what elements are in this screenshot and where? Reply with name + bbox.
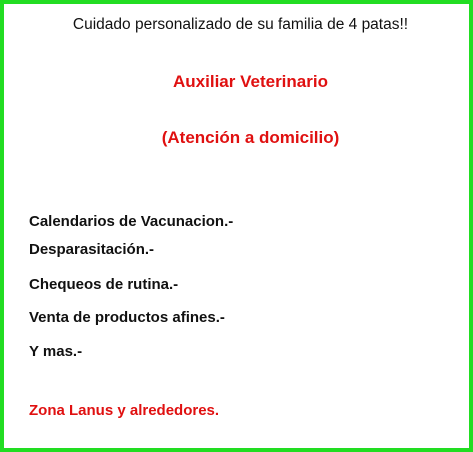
service-subtitle: (Atención a domicilio)	[161, 128, 340, 147]
service-item-deworming: Desparasitación.-	[29, 241, 155, 258]
service-title: Auxiliar Veterinario	[173, 72, 328, 91]
service-item-vaccination: Calendarios de Vacunacion.-	[29, 213, 234, 230]
tagline: Cuidado personalizado de su familia de 4 patas!!	[72, 16, 409, 33]
service-item-products: Venta de productos afines.-	[29, 309, 225, 326]
service-area: Zona Lanus y alrededores.	[29, 402, 220, 419]
service-item-more: Y mas.-	[29, 343, 83, 360]
service-item-checkups: Chequeos de rutina.-	[29, 276, 179, 293]
